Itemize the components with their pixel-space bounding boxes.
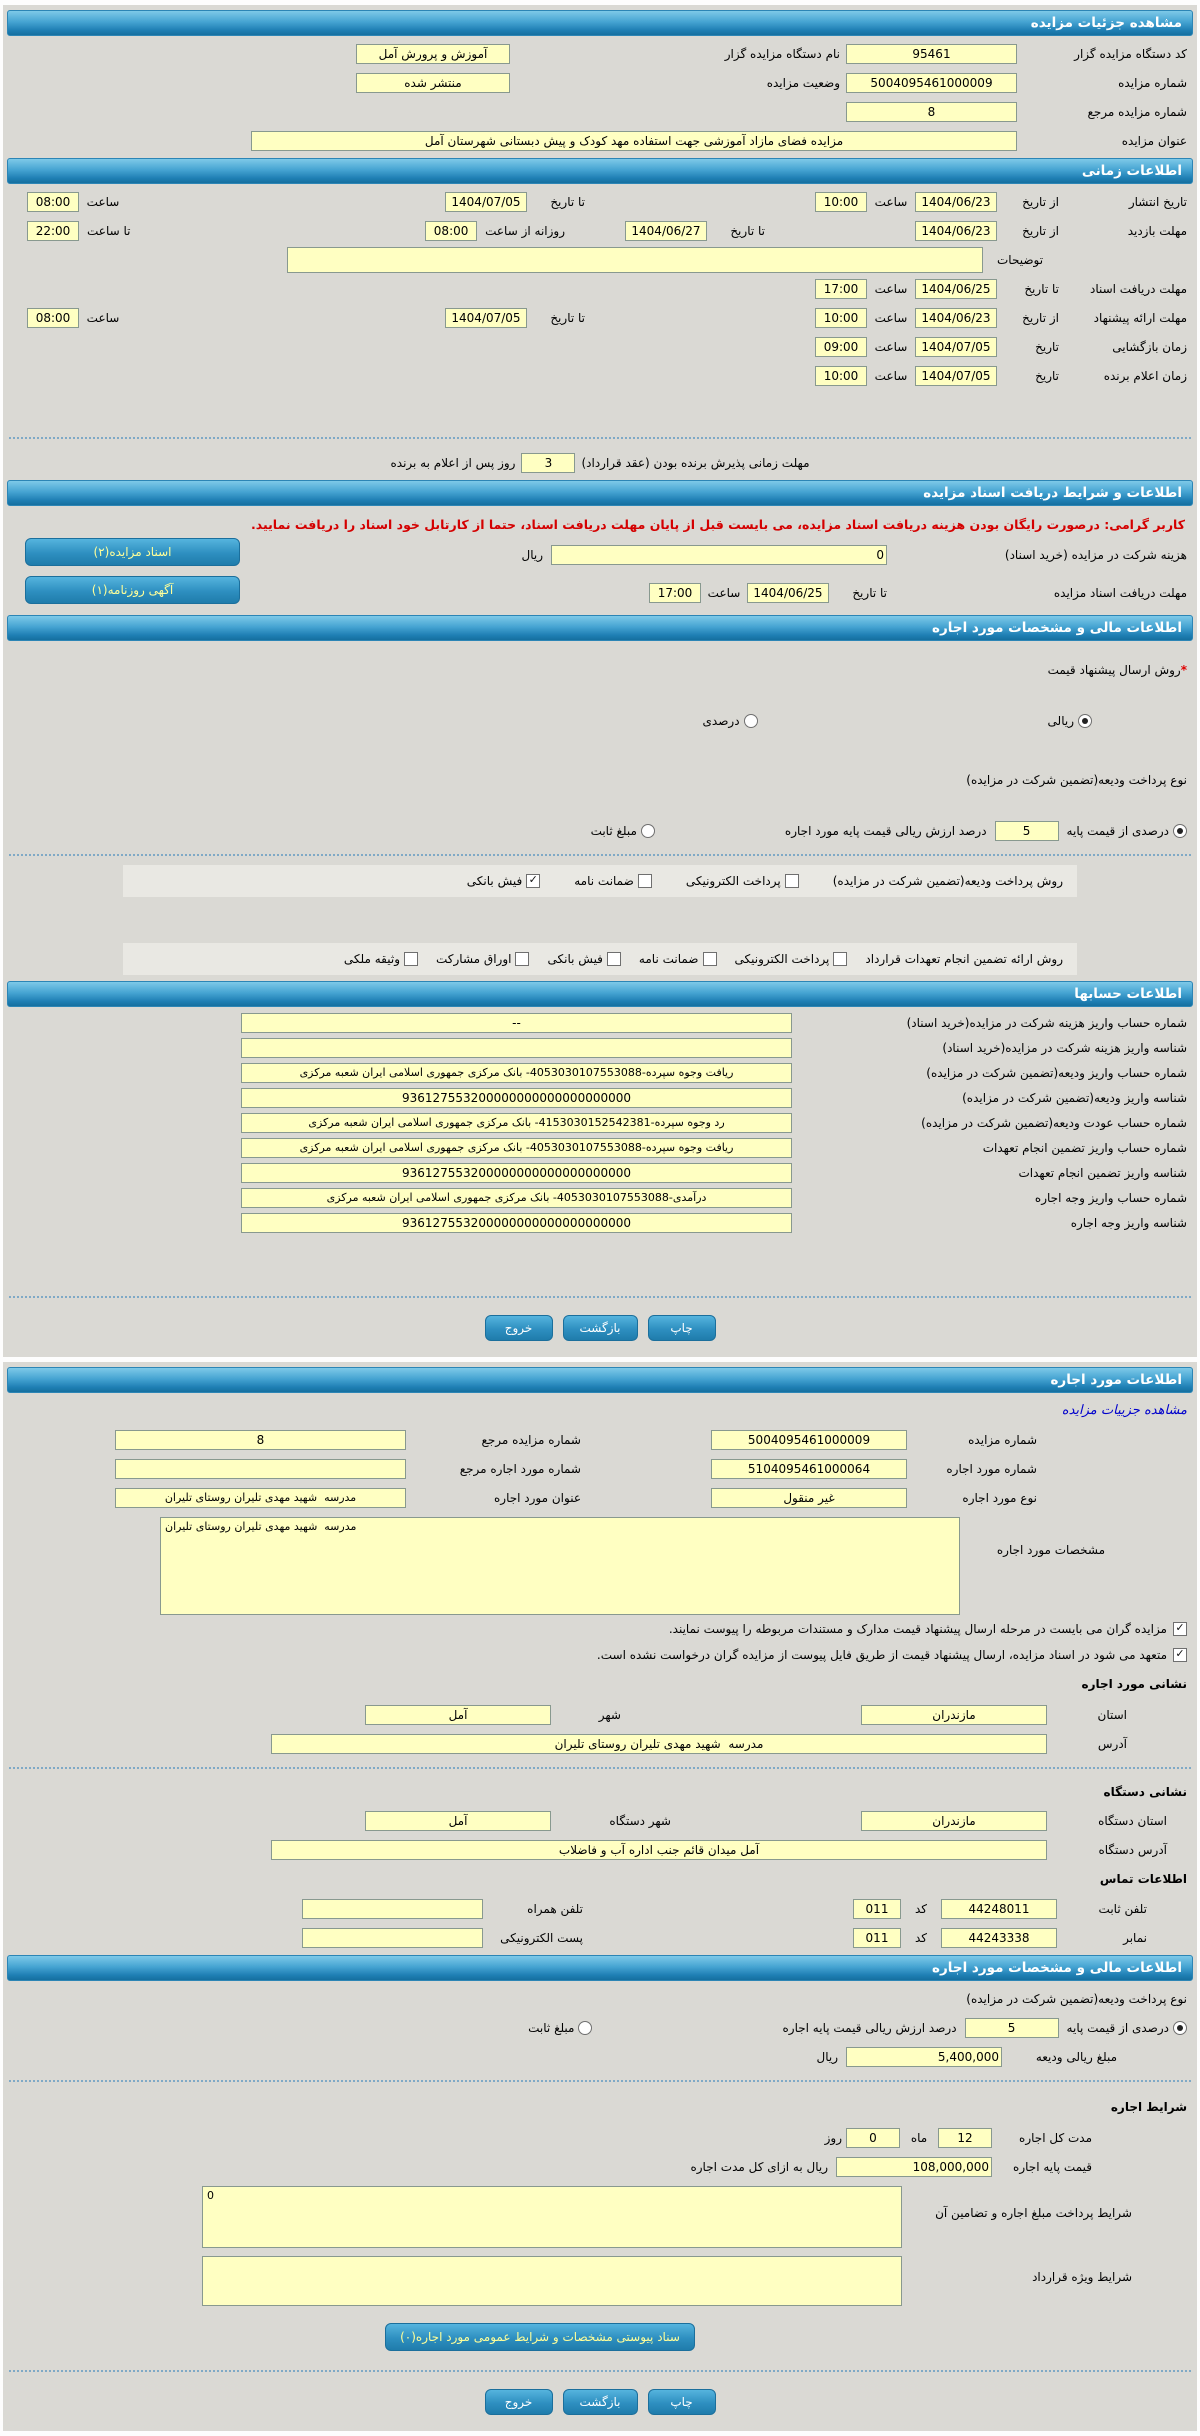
rial-label: ریال <box>816 2049 838 2064</box>
percent-option[interactable] <box>703 714 758 728</box>
row-opening-time <box>3 332 1197 361</box>
perform-epay-label: پرداخت الکترونیکی <box>734 952 830 966</box>
item-ref-label: شماره مورد اجاره مرجع <box>459 1461 581 1476</box>
fax-input[interactable] <box>941 1928 1057 1948</box>
item-specs-label: مشخصات مورد اجاره <box>996 1543 1105 1557</box>
account-label: شناسه واریز تضمین انجام تعهدات <box>1018 1165 1187 1180</box>
account-row <box>3 1185 1197 1210</box>
percent-base-suffix-2: درصد ارزش ریالی قیمت پایه اجاره <box>782 2020 957 2035</box>
required-asterisk: * <box>1180 662 1187 677</box>
percent-of-base-option[interactable] <box>1067 824 1187 838</box>
offer-to-time-input[interactable] <box>27 308 79 328</box>
checkbox-bank-slip-icon[interactable] <box>526 874 540 888</box>
section-header-auction-details: مشاهده جزئیات مزایده <box>7 10 1193 36</box>
panel1-buttons <box>3 1307 1197 1351</box>
dotted-divider <box>9 2370 1191 2372</box>
auction-no-label: شماره مزایده <box>968 1432 1037 1447</box>
item-type-label: نوع مورد اجاره <box>962 1490 1037 1505</box>
bonds-label: اوراق مشارکت <box>436 952 512 966</box>
hour-label: ساعت <box>86 194 120 209</box>
pay-terms-textarea[interactable] <box>202 2186 902 2248</box>
row-item-specs <box>3 1516 1197 1616</box>
account-input[interactable] <box>241 1163 792 1183</box>
publish-from-date-input[interactable] <box>915 192 997 212</box>
publish-to-date-input[interactable] <box>445 192 527 212</box>
description-input[interactable] <box>287 247 983 273</box>
winner-announce-label: زمان اعلام برنده <box>1103 368 1187 383</box>
to-hour-label: تا ساعت <box>87 223 131 238</box>
accept-deadline-suffix: روز پس از اعلام به برنده <box>390 455 516 470</box>
address-label: آدرس <box>1097 1736 1127 1751</box>
row-contact-section <box>3 1864 1197 1894</box>
account-label: شماره حساب واریز تضمین انجام تعهدات <box>982 1140 1187 1155</box>
rial-label: ریال <box>521 548 543 562</box>
collateral-label: وثیقه ملکی <box>343 952 401 966</box>
row-deposit-type-options <box>3 816 1197 845</box>
hour-label: ساعت <box>874 368 908 383</box>
rial-option[interactable] <box>1048 714 1092 728</box>
visit-from-time-input[interactable] <box>425 221 477 241</box>
row-publish-date <box>3 187 1197 216</box>
city-input[interactable] <box>365 1705 551 1725</box>
dotted-divider <box>9 437 1191 439</box>
special-terms-label: شرایط ویژه قرارداد <box>1032 2270 1132 2284</box>
row-item-address-section <box>3 1668 1197 1700</box>
to-date-label: تا تاریخ <box>550 310 585 325</box>
account-row <box>3 1135 1197 1160</box>
bank-slip-option[interactable] <box>467 874 540 888</box>
dotted-divider <box>9 1767 1191 1769</box>
auction-title-input[interactable] <box>251 131 1017 151</box>
row-offer-deadline <box>3 303 1197 332</box>
account-row <box>3 1060 1197 1085</box>
hour-label: ساعت <box>874 194 908 209</box>
percent-base-label-2: درصدی از قیمت پایه <box>1066 2020 1169 2035</box>
fixed-amount-option[interactable] <box>591 824 655 838</box>
visit-label: مهلت بازدید <box>1127 223 1187 238</box>
row-docs-receive-deadline <box>3 274 1197 303</box>
section-header-rent-item: اطلاعات مورد اجاره <box>7 1367 1193 1393</box>
accept-days-input[interactable] <box>521 453 575 473</box>
account-label: شناسه واریز هزینه شرکت در مزایده(خرید اسناد) <box>942 1040 1187 1055</box>
province-input[interactable] <box>861 1705 1047 1725</box>
back-button[interactable]: بازگشت <box>563 1315 638 1341</box>
attach-button-row <box>3 2307 1197 2361</box>
percent-base-label: درصدی از قیمت پایه <box>1066 823 1169 838</box>
email-label: پست الکترونیکی <box>500 1930 583 1945</box>
collateral-option[interactable] <box>344 952 418 966</box>
from-date-label: از تاریخ <box>1022 194 1059 209</box>
account-label: شماره حساب واریز وجه اجاره <box>1034 1190 1187 1205</box>
row-auction-ref <box>3 97 1197 126</box>
row-docs-deadline <box>3 574 1197 612</box>
perform-guarantee-label: روش ارائه تضمین انجام تعهدات قرارداد <box>865 952 1063 966</box>
row-view-link <box>3 1396 1197 1425</box>
deposit-pay-method-label: روش پرداخت ودیعه(تضمین شرکت در مزایده) <box>832 874 1063 888</box>
publish-to-time-input[interactable] <box>27 192 79 212</box>
row-auction-number <box>3 68 1197 97</box>
row-winner-announce-time <box>3 361 1197 390</box>
hour-label: ساعت <box>874 310 908 325</box>
description-label: توضیحات <box>997 252 1044 267</box>
phone-input[interactable] <box>941 1899 1057 1919</box>
row-province-city <box>3 1700 1197 1729</box>
account-row <box>3 1210 1197 1235</box>
row-accept-deadline <box>3 448 1197 477</box>
docs-warning-text: کاربر گرامی: درصورت رایگان بودن هزینه دریافت اسناد مزایده، می بایست قبل از پایان مهلت دریافت اسناد، حتما از کارتابل خود اسناد را دریافت نمایید. <box>251 517 1185 532</box>
to-date-label: تا تاریخ <box>852 586 887 600</box>
org-city-input[interactable] <box>365 1811 551 1831</box>
email-input[interactable] <box>302 1928 483 1948</box>
phone-label: تلفن ثابت <box>1098 1901 1147 1916</box>
account-label: شماره حساب واریز هزینه شرکت در مزایده(خرید اسناد) <box>906 1015 1187 1030</box>
row-visit-deadline <box>3 216 1197 245</box>
radio-fixed-amount-2-icon[interactable] <box>578 2021 592 2035</box>
exit-button[interactable]: خروج <box>485 1315 553 1341</box>
agency-name-label: نام دستگاه مزایده گزار <box>724 46 840 61</box>
radio-fixed-amount-icon[interactable] <box>641 824 655 838</box>
item-no-input[interactable] <box>711 1459 907 1479</box>
account-input[interactable] <box>241 1188 792 1208</box>
account-label: شناسه واریز ودیعه(تضمین شرکت در مزایده) <box>962 1090 1187 1105</box>
account-row <box>3 1110 1197 1135</box>
org-address-input[interactable] <box>271 1840 1047 1860</box>
row-auction-code <box>3 39 1197 68</box>
special-terms-textarea[interactable] <box>202 2256 902 2306</box>
mobile-input[interactable] <box>302 1899 483 1919</box>
hour-label: ساعت <box>874 281 908 296</box>
docs-deadline-label2: مهلت دریافت اسناد مزایده <box>1053 586 1187 600</box>
epay-option[interactable] <box>686 874 799 888</box>
row-item-type <box>3 1483 1197 1512</box>
item-title-label: عنوان مورد اجاره <box>493 1490 581 1505</box>
row-special-terms <box>3 2255 1197 2307</box>
percent-option-label: درصدی <box>702 713 740 728</box>
radio-percent-icon[interactable] <box>744 714 758 728</box>
radio-percent-base-icon[interactable] <box>1173 824 1187 838</box>
auction-ref-input[interactable] <box>846 102 1017 122</box>
row-deposit-type-options-2 <box>3 2013 1197 2042</box>
org-city-label: شهر دستگاه <box>609 1813 671 1828</box>
checkbox-note2-icon[interactable] <box>1173 1648 1187 1662</box>
percent-base-suffix: درصد ارزش ریالی قیمت پایه مورد اجاره <box>784 823 987 838</box>
docs-deadline-date-input[interactable] <box>747 583 829 603</box>
publish-from-time-input[interactable] <box>815 192 867 212</box>
print-button-2[interactable]: چاپ <box>648 2389 716 2415</box>
deposit-percent-input-2[interactable] <box>965 2018 1059 2038</box>
row-auction-title <box>3 126 1197 155</box>
docs-to-time-input[interactable] <box>815 279 867 299</box>
row-auction-number-2 <box>3 1425 1197 1454</box>
view-auction-details-link[interactable]: مشاهده جزییات مزایده <box>1061 1403 1187 1418</box>
auction-status-input[interactable] <box>356 73 510 93</box>
row-note-attach-docs <box>3 1616 1197 1642</box>
account-row <box>3 1010 1197 1035</box>
guarantee-option[interactable] <box>574 874 652 888</box>
item-ref-input[interactable] <box>115 1459 406 1479</box>
auction-documents-button[interactable]: اسناد مزایده(۲) <box>25 538 240 566</box>
dotted-divider <box>9 1296 1191 1298</box>
deposit-amount-label: مبلغ ریالی ودیعه <box>1035 2049 1117 2064</box>
hour-label: ساعت <box>874 339 908 354</box>
row-address <box>3 1729 1197 1758</box>
account-row <box>3 1035 1197 1060</box>
visit-from-date-input[interactable] <box>915 221 997 241</box>
base-price-label: قیمت پایه اجاره <box>1013 2159 1092 2174</box>
row-pay-terms <box>3 2185 1197 2249</box>
org-address-section-label: نشانی دستگاه <box>1103 1785 1187 1799</box>
bonds-option[interactable] <box>436 952 529 966</box>
auction-ref-input2[interactable] <box>115 1430 406 1450</box>
epay-label: پرداخت الکترونیکی <box>685 874 781 888</box>
item-type-input[interactable] <box>711 1488 907 1508</box>
to-date-label: تا تاریخ <box>730 223 765 238</box>
to-date-label: تا تاریخ <box>1024 281 1059 296</box>
row-deposit-type-label <box>3 765 1197 794</box>
account-input[interactable] <box>241 1113 792 1133</box>
terms-section-label: شرایط اجاره <box>1110 2100 1187 2114</box>
section-header-docs-conditions: اطلاعات و شرایط دریافت اسناد مزایده <box>7 480 1193 506</box>
exit-button-2[interactable]: خروج <box>485 2389 553 2415</box>
row-org-address-section <box>3 1778 1197 1806</box>
offer-from-time-input[interactable] <box>815 308 867 328</box>
duration-days-input[interactable] <box>846 2128 900 2148</box>
fixed-amount-label: مبلغ ثابت <box>590 823 637 838</box>
hour-label: ساعت <box>707 586 741 600</box>
winner-time-input[interactable] <box>815 366 867 386</box>
docs-deadline-time-input[interactable] <box>649 583 701 603</box>
contact-section-label: اطلاعات تماس <box>1099 1872 1187 1886</box>
auction-details-panel <box>3 5 1197 1357</box>
deposit-type-label-2: نوع پرداخت ودیعه(تضمین شرکت در مزایده) <box>966 1991 1187 2006</box>
row-duration <box>3 2123 1197 2152</box>
dotted-divider <box>9 2080 1191 2082</box>
row-org-address <box>3 1835 1197 1864</box>
auction-code-label: کد دستگاه مزایده گزار <box>1074 46 1187 61</box>
auction-code-input[interactable] <box>846 44 1017 64</box>
row-org-province-city <box>3 1806 1197 1835</box>
row-send-method-options <box>3 706 1197 735</box>
section-header-time-info: اطلاعات زمانی <box>7 158 1193 184</box>
perform-bank-slip-option[interactable] <box>547 952 620 966</box>
opening-time-label: زمان بازگشایی <box>1112 339 1187 354</box>
checkbox-note1-icon[interactable] <box>1173 1622 1187 1636</box>
offer-to-date-input[interactable] <box>445 308 527 328</box>
note1-text: مزایده گران می بایست در مرحله ارسال پیشنهاد قیمت مدارک و مستندات مربوطه را پیوست نمایند. <box>668 1622 1167 1636</box>
province-label: استان <box>1097 1707 1127 1722</box>
item-title-input[interactable] <box>115 1488 406 1508</box>
visit-to-date-input[interactable] <box>625 221 707 241</box>
account-input[interactable] <box>241 1138 792 1158</box>
account-input[interactable] <box>241 1038 792 1058</box>
account-input[interactable] <box>241 1088 792 1108</box>
item-no-label: شماره مورد اجاره <box>946 1461 1037 1476</box>
auction-no-input[interactable] <box>711 1430 907 1450</box>
duration-label: مدت کل اجاره <box>1019 2130 1092 2145</box>
checkbox-perform-guarantee-icon[interactable] <box>703 952 717 966</box>
docs-to-date-input[interactable] <box>915 279 997 299</box>
opening-date-input[interactable] <box>915 337 997 357</box>
row-note-no-file-request <box>3 1642 1197 1668</box>
fax-label: نمابر <box>1123 1930 1147 1945</box>
auction-number-label: شماره مزایده <box>1118 75 1187 90</box>
account-input[interactable] <box>241 1063 792 1083</box>
publish-date-label: تاریخ انتشار <box>1128 194 1187 209</box>
perform-guarantee-option[interactable] <box>639 952 717 966</box>
winner-date-input[interactable] <box>915 366 997 386</box>
fax-code-input[interactable] <box>853 1928 901 1948</box>
pay-terms-label: شرایط پرداخت مبلغ اجاره و تضامین آن <box>935 2206 1132 2220</box>
from-date-label: از تاریخ <box>1022 223 1059 238</box>
checkbox-guarantee-icon[interactable] <box>638 874 652 888</box>
radio-percent-base-2-icon[interactable] <box>1173 2021 1187 2035</box>
account-row <box>3 1160 1197 1185</box>
newspaper-ad-button[interactable]: آگهی روزنامه(۱) <box>25 576 240 604</box>
mobile-label: تلفن همراه <box>527 1901 583 1916</box>
checkbox-epay-icon[interactable] <box>785 874 799 888</box>
deposit-pay-method-strip <box>123 865 1077 897</box>
section-header-accounts: اطلاعات حسابها <box>7 981 1193 1007</box>
account-label: شماره حساب عودت ودیعه(تضمین شرکت در مزایده) <box>921 1115 1187 1130</box>
perform-epay-option[interactable] <box>735 952 848 966</box>
checkbox-bonds-icon[interactable] <box>515 952 529 966</box>
bank-slip-label: فیش بانکی <box>466 874 523 888</box>
address-input[interactable] <box>271 1734 1047 1754</box>
checkbox-perform-bank-slip-icon[interactable] <box>607 952 621 966</box>
row-fax <box>3 1923 1197 1952</box>
item-specs-textarea[interactable] <box>160 1517 960 1615</box>
duration-months-input[interactable] <box>938 2128 992 2148</box>
deposit-amount-input[interactable] <box>846 2047 1002 2067</box>
item-address-section-label: نشانی مورد اجاره <box>1081 1677 1187 1691</box>
radio-rial-icon[interactable] <box>1078 714 1092 728</box>
account-input[interactable] <box>241 1213 792 1233</box>
to-date-label: تا تاریخ <box>550 194 585 209</box>
org-province-label: استان دستگاه <box>1098 1813 1167 1828</box>
deposit-type-label: نوع پرداخت ودیعه(تضمین شرکت در مزایده) <box>966 772 1187 787</box>
row-description <box>3 245 1197 274</box>
opening-time-input[interactable] <box>815 337 867 357</box>
offer-deadline-label: مهلت ارائه پیشنهاد <box>1093 310 1187 325</box>
account-row <box>3 1085 1197 1110</box>
date-label: تاریخ <box>1035 368 1059 383</box>
from-date-label: از تاریخ <box>1022 310 1059 325</box>
print-button[interactable]: چاپ <box>648 1315 716 1341</box>
area-code-label: کد <box>914 1930 927 1945</box>
row-phone <box>3 1894 1197 1923</box>
dotted-divider <box>9 854 1191 856</box>
base-price-suffix: ریال به ازای کل مدت اجاره <box>690 2159 828 2174</box>
auction-ref-label2: شماره مزایده مرجع <box>481 1432 581 1447</box>
docs-deadline-label: مهلت دریافت اسناد <box>1089 281 1187 296</box>
perform-guarantee-strip <box>123 943 1077 975</box>
guarantee-label: ضمانت نامه <box>574 874 634 888</box>
send-method-label: روش ارسال پیشنهاد قیمت <box>1047 662 1181 677</box>
offer-from-date-input[interactable] <box>915 308 997 328</box>
account-label: شناسه واریز وجه اجاره <box>1070 1215 1187 1230</box>
note2-text: متعهد می شود در اسناد مزایده، ارسال پیشنهاد قیمت از طریق فایل پیوست از مزایده گران درخواست نشده است. <box>596 1648 1167 1662</box>
participation-fee-label: هزینه شرکت در مزایده (خرید اسناد) <box>1004 548 1187 562</box>
month-label: ماه <box>910 2130 928 2145</box>
auction-number-input[interactable] <box>846 73 1017 93</box>
accept-deadline-label: مهلت زمانی پذیرش برنده بودن (عقد قرارداد) <box>581 455 810 470</box>
panel2-buttons <box>3 2381 1197 2425</box>
base-price-input[interactable] <box>836 2157 992 2177</box>
back-button-2[interactable]: بازگشت <box>563 2389 638 2415</box>
row-deposit-type-label-2 <box>3 1984 1197 2013</box>
rial-option-label: ریالی <box>1047 713 1074 728</box>
rent-item-panel <box>3 1362 1197 2431</box>
fixed-amount-label-2: مبلغ ثابت <box>528 2020 575 2035</box>
area-code-label: کد <box>914 1901 927 1916</box>
row-terms-section <box>3 2091 1197 2123</box>
percent-of-base-option-2[interactable] <box>1067 2021 1187 2035</box>
date-label: تاریخ <box>1035 339 1059 354</box>
checkbox-collateral-icon[interactable] <box>404 952 418 966</box>
attached-docs-button[interactable]: سناد پیوستی مشخصات و شرایط عمومی مورد اجاره(۰) <box>385 2323 695 2351</box>
phone-code-input[interactable] <box>853 1899 901 1919</box>
fixed-amount-option-2[interactable] <box>528 2021 592 2035</box>
auction-title-label: عنوان مزایده <box>1121 133 1187 148</box>
perform-guarantee-opt-label: ضمانت نامه <box>638 952 699 966</box>
checkbox-perform-epay-icon[interactable] <box>833 952 847 966</box>
auction-ref-label: شماره مزایده مرجع <box>1087 104 1187 119</box>
org-province-input[interactable] <box>861 1811 1047 1831</box>
day-label: روز <box>824 2130 842 2145</box>
auction-status-label: وضعیت مزایده <box>766 75 840 90</box>
row-base-price <box>3 2152 1197 2181</box>
participation-fee-input[interactable] <box>551 545 887 565</box>
row-item-number <box>3 1454 1197 1483</box>
section-header-financial-2: اطلاعات مالی و مشخصات مورد اجاره <box>7 1955 1193 1981</box>
daily-from-hour-label: روزانه از ساعت <box>485 223 565 238</box>
visit-to-time-input[interactable] <box>27 221 79 241</box>
hour-label: ساعت <box>86 310 120 325</box>
agency-name-input[interactable] <box>356 44 510 64</box>
account-input[interactable] <box>241 1013 792 1033</box>
row-send-method-label <box>3 655 1197 684</box>
row-participation-fee <box>3 536 1197 574</box>
perform-bank-slip-label: فیش بانکی <box>547 952 603 966</box>
city-label: شهر <box>598 1707 621 1722</box>
org-address-label: آدرس دستگاه <box>1098 1842 1167 1857</box>
section-header-financial-1: اطلاعات مالی و مشخصات مورد اجاره <box>7 615 1193 641</box>
deposit-percent-input[interactable] <box>995 821 1059 841</box>
account-label: شماره حساب واریز ودیعه(تضمین شرکت در مزایده) <box>926 1065 1187 1080</box>
row-deposit-amount <box>3 2042 1197 2071</box>
